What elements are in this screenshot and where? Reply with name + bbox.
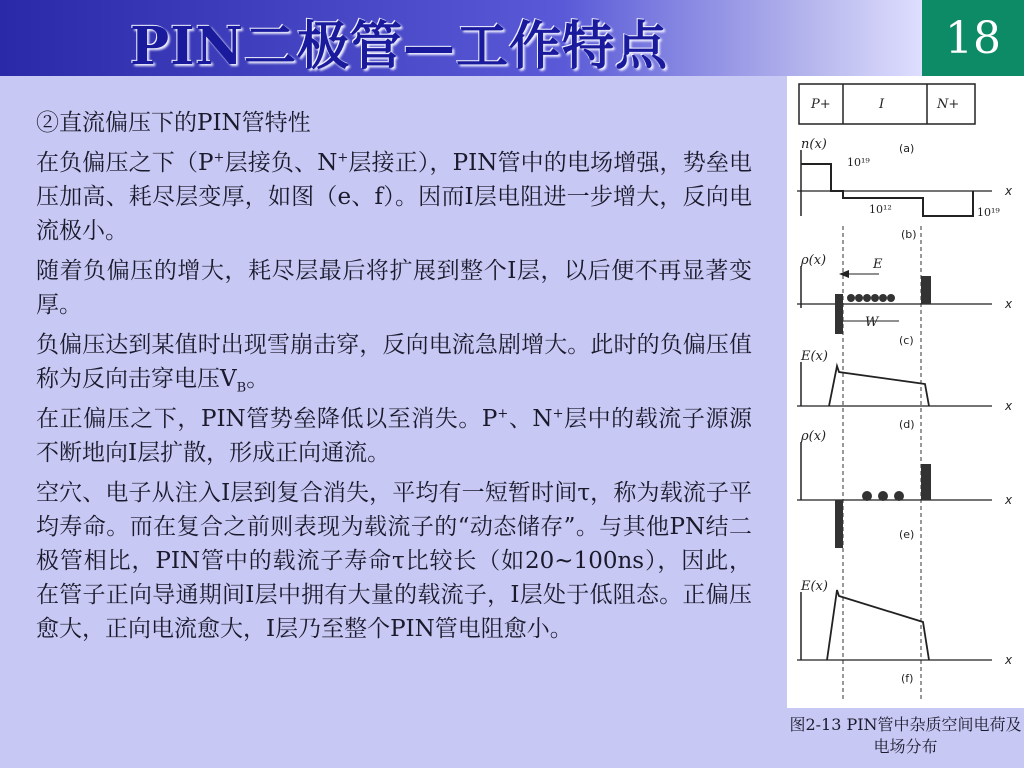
pin-diagram <box>787 76 1024 708</box>
panel-c-label: (c) <box>899 334 914 347</box>
svg-text:x: x <box>1005 184 1013 198</box>
paragraph-forward-bias: 在正偏压之下，PIN管势垒降低以至消失。P+、N+层中的载流子源源不断地向I层扩散，形成正向通流。 <box>36 406 753 466</box>
field-label: E <box>873 257 883 272</box>
svg-text:x: x <box>1005 399 1013 413</box>
e-axis-label-c: E(x) <box>801 349 828 364</box>
panel-b-label: (b) <box>901 228 917 241</box>
n-axis-label: n(x) <box>801 137 827 152</box>
slide-title: PIN二极管—工作特点 <box>130 16 668 77</box>
region-p-label: P+ <box>811 97 831 112</box>
page-number: 18 <box>922 0 1024 76</box>
pin-diagram-svg <box>787 76 1024 708</box>
panel-f-label: (f) <box>901 672 914 685</box>
panel-e-label: (e) <box>899 528 915 541</box>
paragraph-reverse-bias: 在负偏压之下（P+层接负、N+层接正），PIN管中的电场增强，势垒电压加高、耗尽层变厚，如图（e、f）。因而I层电阻进一步增大，反向电流极小。 <box>36 150 753 244</box>
rho-axis-label-c: ρ(x) <box>801 253 827 268</box>
panel-d-label: (d) <box>899 418 915 431</box>
svg-text:x: x <box>1005 297 1013 311</box>
e-axis-label-f: E(x) <box>801 579 828 594</box>
doping-p: 10¹⁹ <box>847 156 870 169</box>
paragraph-carrier-lifetime: 空穴、电子从注入I层到复合消失，平均有一短暂时间τ，称为载流子平均寿命。而在复合之前则表现为载流子的“动态储存”。与其他PN结二极管相比，PIN管中的载流子寿命τ比较长（如20~100ns），因此，在管子正向导通期间I层中拥有大量的载流子，I层处于低阻态。正偏压愈大，正向电流愈大，I层乃至整个PIN管电阻愈小。 <box>36 480 752 642</box>
region-i-label: I <box>879 97 885 112</box>
rho-axis-label-d: ρ(x) <box>801 429 827 444</box>
doping-i: 10¹² <box>869 203 892 216</box>
paragraph-breakdown: 负偏压达到某值时出现雪崩击穿，反向电流急剧增大。此时的负偏压值称为反向击穿电压$V_B$。 <box>36 332 752 396</box>
title-bar <box>0 0 1024 76</box>
panel-a-label: (a) <box>899 142 915 155</box>
svg-text:x: x <box>1005 653 1013 667</box>
svg-text:x: x <box>1005 493 1013 507</box>
doping-n: 10¹⁹ <box>977 206 1000 219</box>
region-n-label: N+ <box>937 97 960 112</box>
figure-caption: 图2-13 PIN管中杂质空间电荷及电场分布 <box>789 715 1022 756</box>
section-heading: ②直流偏压下的PIN管特性 <box>36 110 311 136</box>
slide-body <box>36 106 752 652</box>
width-label: W <box>865 315 879 330</box>
paragraph-depletion: 随着负偏压的增大，耗尽层最后将扩展到整个I层，以后便不再显著变厚。 <box>36 258 752 318</box>
